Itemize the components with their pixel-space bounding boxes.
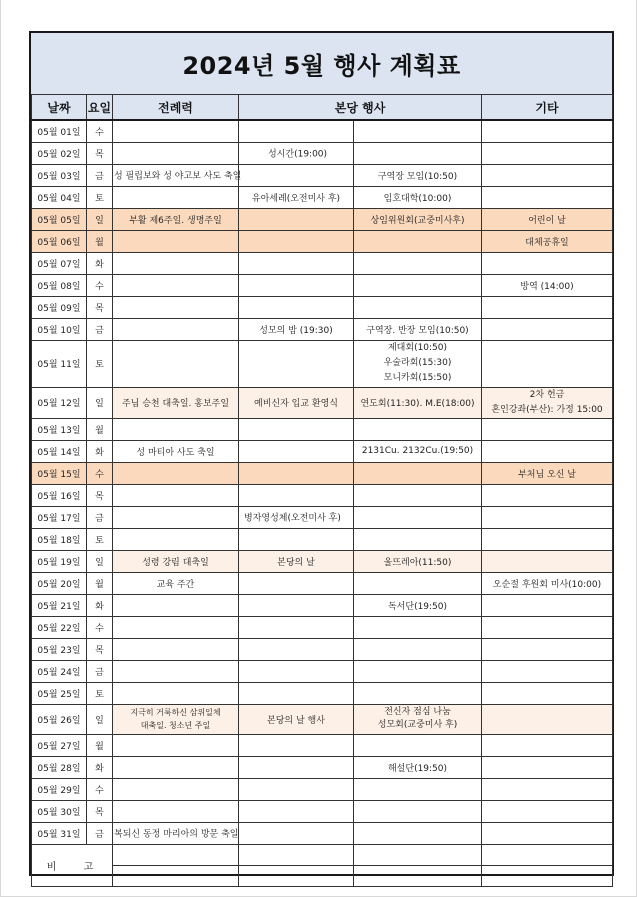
date-cell: 05월 02일 xyxy=(32,142,87,164)
liturgy-cell xyxy=(113,340,239,387)
table-row-highlighted xyxy=(32,230,613,252)
dow-cell: 화 xyxy=(87,594,113,616)
dow-cell: 토 xyxy=(87,186,113,208)
liturgy-cell xyxy=(113,660,239,682)
liturgy-cell xyxy=(113,274,239,296)
date-cell: 05월 24일 xyxy=(32,660,87,682)
parish-cell-2 xyxy=(354,572,482,594)
liturgy-cell xyxy=(113,120,239,142)
parish-cell-1 xyxy=(239,528,354,550)
dow-cell: 금 xyxy=(87,318,113,340)
dow-cell: 일 xyxy=(87,387,113,418)
date-cell: 05월 06일 xyxy=(32,230,87,252)
parish-cell-2 xyxy=(354,506,482,528)
parish-cell-2: 해설단(19:50) xyxy=(354,756,482,778)
dow-cell: 토 xyxy=(87,682,113,704)
parish-cell-2 xyxy=(354,616,482,638)
other-cell xyxy=(482,318,613,340)
table-row xyxy=(32,318,613,340)
parish-cell-1 xyxy=(239,230,354,252)
other-cell xyxy=(482,440,613,462)
notes-row xyxy=(32,865,613,886)
liturgy-cell xyxy=(113,778,239,800)
dow-cell: 금 xyxy=(87,660,113,682)
other-line: 혼인강좌(부산): 가정 15:00 xyxy=(491,404,603,415)
other-cell xyxy=(482,142,613,164)
other-cell: 어린이 날 xyxy=(482,208,613,230)
table-row xyxy=(32,506,613,528)
schedule-frame xyxy=(29,31,614,876)
date-cell: 05월 07일 xyxy=(32,252,87,274)
parish-cell-2 xyxy=(354,252,482,274)
parish-cell-1 xyxy=(239,822,354,844)
header-parish-events: 본당 행사 xyxy=(239,95,482,121)
table-row xyxy=(32,660,613,682)
date-cell: 05월 03일 xyxy=(32,164,87,186)
liturgy-cell xyxy=(113,682,239,704)
parish-cell-1 xyxy=(239,756,354,778)
dow-cell: 월 xyxy=(87,572,113,594)
other-cell xyxy=(482,164,613,186)
table-row xyxy=(32,528,613,550)
parish-cell-1 xyxy=(239,340,354,387)
table-row xyxy=(32,484,613,506)
parish-cell-2 xyxy=(354,778,482,800)
header-row xyxy=(32,95,613,121)
liturgy-cell xyxy=(113,462,239,484)
dow-cell: 목 xyxy=(87,484,113,506)
dow-cell: 토 xyxy=(87,340,113,387)
liturgy-text: 복되신 동정 마리아의 방문 축일 xyxy=(114,829,239,840)
table-row xyxy=(32,704,613,734)
parish-cell-1 xyxy=(239,660,354,682)
table-row xyxy=(32,734,613,756)
liturgy-cell xyxy=(113,484,239,506)
parish-cell-2 xyxy=(354,462,482,484)
parish-cell-2 xyxy=(354,660,482,682)
date-cell: 05월 12일 xyxy=(32,387,87,418)
parish-cell-1 xyxy=(239,800,354,822)
dow-cell: 화 xyxy=(87,440,113,462)
dow-cell: 월 xyxy=(87,230,113,252)
date-cell: 05월 13일 xyxy=(32,418,87,440)
liturgy-cell xyxy=(113,142,239,164)
other-cell xyxy=(482,756,613,778)
parish-cell-2 xyxy=(354,296,482,318)
other-cell xyxy=(482,594,613,616)
other-cell xyxy=(482,778,613,800)
parish-cell-2 xyxy=(354,142,482,164)
other-cell xyxy=(482,528,613,550)
dow-cell: 화 xyxy=(87,756,113,778)
liturgy-cell xyxy=(113,638,239,660)
dow-cell: 월 xyxy=(87,418,113,440)
date-cell: 05월 10일 xyxy=(32,318,87,340)
parish-cell-2 xyxy=(354,734,482,756)
parish-cell-1 xyxy=(239,440,354,462)
notes-cell xyxy=(354,844,482,865)
page-title: 2024년 5월 행사 계획표 xyxy=(31,33,612,96)
date-cell: 05월 30일 xyxy=(32,800,87,822)
date-cell: 05월 18일 xyxy=(32,528,87,550)
liturgy-cell xyxy=(113,164,242,186)
parish-event-line: 우술라회(15:30) xyxy=(383,358,452,368)
liturgy-line: 대축일. 청소년 주일 xyxy=(140,721,211,730)
other-cell xyxy=(482,638,613,660)
liturgy-cell xyxy=(113,186,239,208)
table-row xyxy=(32,778,613,800)
parish-cell-2: 연도회(11:30). M.E(18:00) xyxy=(354,387,482,418)
date-cell: 05월 22일 xyxy=(32,616,87,638)
schedule-table xyxy=(31,94,613,887)
liturgy-cell xyxy=(113,594,239,616)
other-cell xyxy=(482,734,613,756)
dow-cell: 수 xyxy=(87,274,113,296)
table-row xyxy=(32,296,613,318)
other-cell xyxy=(482,822,613,844)
other-cell xyxy=(482,682,613,704)
notes-cell xyxy=(354,865,482,886)
parish-cell-1 xyxy=(239,734,354,756)
date-cell: 05월 31일 xyxy=(32,822,87,844)
parish-cell-1 xyxy=(239,572,354,594)
other-cell: 오순절 후원회 미사(10:00) xyxy=(482,572,613,594)
parish-cell-2 xyxy=(354,274,482,296)
liturgy-cell xyxy=(113,822,239,844)
table-row xyxy=(32,594,613,616)
notes-label: 비 고 xyxy=(32,844,113,886)
dow-cell: 목 xyxy=(87,638,113,660)
parish-cell-1 xyxy=(239,164,354,186)
liturgy-cell xyxy=(113,800,239,822)
other-cell xyxy=(482,484,613,506)
other-cell: 대체공휴일 xyxy=(482,230,613,252)
parish-event-line: 제대회(10:50) xyxy=(387,343,448,353)
dow-cell: 수 xyxy=(87,120,113,142)
liturgy-cell: 부활 제6주일. 생명주일 xyxy=(113,208,239,230)
liturgy-cell xyxy=(113,296,239,318)
dow-cell: 금 xyxy=(87,822,113,844)
liturgy-cell xyxy=(113,734,239,756)
notes-cell xyxy=(113,865,239,886)
table-row xyxy=(32,340,613,387)
parish-cell-2 xyxy=(354,704,482,734)
notes-cell xyxy=(482,865,613,886)
dow-cell: 일 xyxy=(87,208,113,230)
other-cell xyxy=(482,120,613,142)
date-cell: 05월 14일 xyxy=(32,440,87,462)
header-liturgy: 전례력 xyxy=(113,95,239,121)
date-cell: 05월 19일 xyxy=(32,550,87,572)
liturgy-cell xyxy=(113,252,239,274)
table-row xyxy=(32,252,613,274)
parish-cell-2 xyxy=(354,340,482,387)
parish-cell-2: 독서단(19:50) xyxy=(354,594,482,616)
date-cell: 05월 17일 xyxy=(32,506,87,528)
date-cell: 05월 15일 xyxy=(32,462,87,484)
other-cell xyxy=(482,800,613,822)
table-row xyxy=(32,572,613,594)
liturgy-cell xyxy=(113,756,239,778)
date-cell: 05월 09일 xyxy=(32,296,87,318)
parish-cell-1 xyxy=(239,252,354,274)
notes-row xyxy=(32,844,613,865)
dow-cell: 목 xyxy=(87,296,113,318)
parish-cell-1 xyxy=(239,638,354,660)
parish-cell-2 xyxy=(354,230,482,252)
parish-cell-1 xyxy=(239,484,354,506)
liturgy-cell xyxy=(113,616,239,638)
dow-cell: 토 xyxy=(87,528,113,550)
date-cell: 05월 25일 xyxy=(32,682,87,704)
date-cell: 05월 21일 xyxy=(32,594,87,616)
date-cell: 05월 11일 xyxy=(32,340,87,387)
other-cell xyxy=(482,506,613,528)
table-row xyxy=(32,120,613,142)
table-row xyxy=(32,800,613,822)
parish-cell-1 xyxy=(239,208,354,230)
other-cell xyxy=(482,186,613,208)
date-cell: 05월 16일 xyxy=(32,484,87,506)
parish-cell-2 xyxy=(354,822,482,844)
date-cell: 05월 28일 xyxy=(32,756,87,778)
other-cell xyxy=(482,550,613,572)
parish-event-line: 성모회(교중미사 후) xyxy=(377,720,458,730)
date-cell: 05월 26일 xyxy=(32,704,87,734)
parish-cell-1 xyxy=(239,274,354,296)
table-row xyxy=(32,164,613,186)
liturgy-cell xyxy=(113,230,239,252)
other-cell xyxy=(482,660,613,682)
parish-event-line: 전신자 점심 나눔 xyxy=(384,707,451,717)
parish-cell-1 xyxy=(239,296,354,318)
parish-cell-2: 임호대학(10:00) xyxy=(354,186,482,208)
dow-cell: 일 xyxy=(87,704,113,734)
parish-cell-1 xyxy=(239,594,354,616)
other-cell: 방역 (14:00) xyxy=(482,274,613,296)
dow-cell: 월 xyxy=(87,734,113,756)
table-row xyxy=(32,756,613,778)
liturgy-cell: 성령 강림 대축일 xyxy=(113,550,239,572)
liturgy-line: 지극히 거룩하신 삼위일체 xyxy=(130,708,221,717)
parish-cell-2: 2131Cu. 2132Cu.(19:50) xyxy=(354,440,482,462)
liturgy-cell xyxy=(113,506,239,528)
header-date: 날짜 xyxy=(32,95,87,121)
table-row xyxy=(32,418,613,440)
table-row xyxy=(32,822,613,844)
other-cell xyxy=(482,418,613,440)
table-row xyxy=(32,550,613,572)
parish-cell-2: 구역장. 반장 모임(10:50) xyxy=(354,318,482,340)
other-cell xyxy=(482,387,613,418)
other-cell xyxy=(482,296,613,318)
liturgy-cell: 성 마티아 사도 축일 xyxy=(113,440,239,462)
other-cell xyxy=(482,340,613,387)
date-cell: 05월 20일 xyxy=(32,572,87,594)
parish-cell-2 xyxy=(354,484,482,506)
date-cell: 05월 04일 xyxy=(32,186,87,208)
table-row xyxy=(32,440,613,462)
parish-cell-1 xyxy=(239,120,354,142)
parish-cell-1: 성모의 밤 (19:30) xyxy=(239,318,354,340)
liturgy-cell: 주님 승천 대축일. 홍보주일 xyxy=(113,387,239,418)
date-cell: 05월 29일 xyxy=(32,778,87,800)
notes-cell xyxy=(239,865,354,886)
liturgy-cell xyxy=(113,418,239,440)
table-row xyxy=(32,638,613,660)
dow-cell: 목 xyxy=(87,142,113,164)
dow-cell: 화 xyxy=(87,252,113,274)
table-row xyxy=(32,682,613,704)
table-row xyxy=(32,387,613,418)
other-cell xyxy=(482,704,613,734)
date-cell: 05월 05일 xyxy=(32,208,87,230)
other-line: 2차 헌금 xyxy=(529,389,565,400)
parish-cell-1: 예비신자 입교 환영식 xyxy=(239,387,354,418)
parish-cell-2 xyxy=(354,528,482,550)
dow-cell: 수 xyxy=(87,778,113,800)
liturgy-cell: 교육 주간 xyxy=(113,572,239,594)
parish-cell-1 xyxy=(239,506,354,528)
dow-cell: 금 xyxy=(87,164,113,186)
parish-cell-2 xyxy=(354,682,482,704)
table-row xyxy=(32,142,613,164)
parish-cell-1 xyxy=(239,682,354,704)
dow-cell: 일 xyxy=(87,550,113,572)
parish-cell-1 xyxy=(239,778,354,800)
date-cell: 05월 08일 xyxy=(32,274,87,296)
parish-cell-1: 본당의 날 행사 xyxy=(239,704,354,734)
date-cell: 05월 01일 xyxy=(32,120,87,142)
parish-cell-2: 울뜨레아(11:50) xyxy=(354,550,482,572)
table-row-highlighted xyxy=(32,208,613,230)
dow-cell: 금 xyxy=(87,506,113,528)
date-cell: 05월 23일 xyxy=(32,638,87,660)
parish-event-line: 모니카회(15:50) xyxy=(383,373,452,383)
header-other: 기타 xyxy=(482,95,613,121)
parish-event-text: 병자영성체(오전미사 후) xyxy=(244,513,341,524)
parish-cell-1 xyxy=(239,616,354,638)
parish-cell-1 xyxy=(239,142,354,164)
other-cell xyxy=(482,252,613,274)
dow-cell: 수 xyxy=(87,462,113,484)
liturgy-text: 성 필립보와 성 야고보 사도 축일 xyxy=(114,171,242,182)
notes-cell xyxy=(239,844,354,865)
dow-cell: 목 xyxy=(87,800,113,822)
other-cell xyxy=(482,616,613,638)
parish-cell-2 xyxy=(354,418,482,440)
parish-cell-1 xyxy=(239,462,354,484)
parish-cell-1: 본당의 날 xyxy=(239,550,354,572)
parish-event-text: 성시간(19:00) xyxy=(268,149,328,160)
parish-cell-1 xyxy=(239,418,354,440)
parish-cell-2 xyxy=(354,638,482,660)
parish-cell-2: 구역장 모임(10:50) xyxy=(354,164,482,186)
table-row xyxy=(32,274,613,296)
parish-cell-2 xyxy=(354,800,482,822)
table-row-highlighted xyxy=(32,462,613,484)
table-row xyxy=(32,186,613,208)
notes-cell xyxy=(113,844,239,865)
liturgy-cell xyxy=(113,318,239,340)
liturgy-cell xyxy=(113,528,239,550)
other-cell: 부처님 오신 날 xyxy=(482,462,613,484)
table-row xyxy=(32,616,613,638)
header-dow: 요일 xyxy=(87,95,113,121)
dow-cell: 수 xyxy=(87,616,113,638)
parish-cell-2 xyxy=(354,120,482,142)
liturgy-cell xyxy=(113,704,239,734)
notes-cell xyxy=(482,844,613,865)
parish-cell-1: 유아세례(오전미사 후) xyxy=(239,186,354,208)
parish-cell-2: 상임위원회(교중미사후) xyxy=(354,208,482,230)
date-cell: 05월 27일 xyxy=(32,734,87,756)
